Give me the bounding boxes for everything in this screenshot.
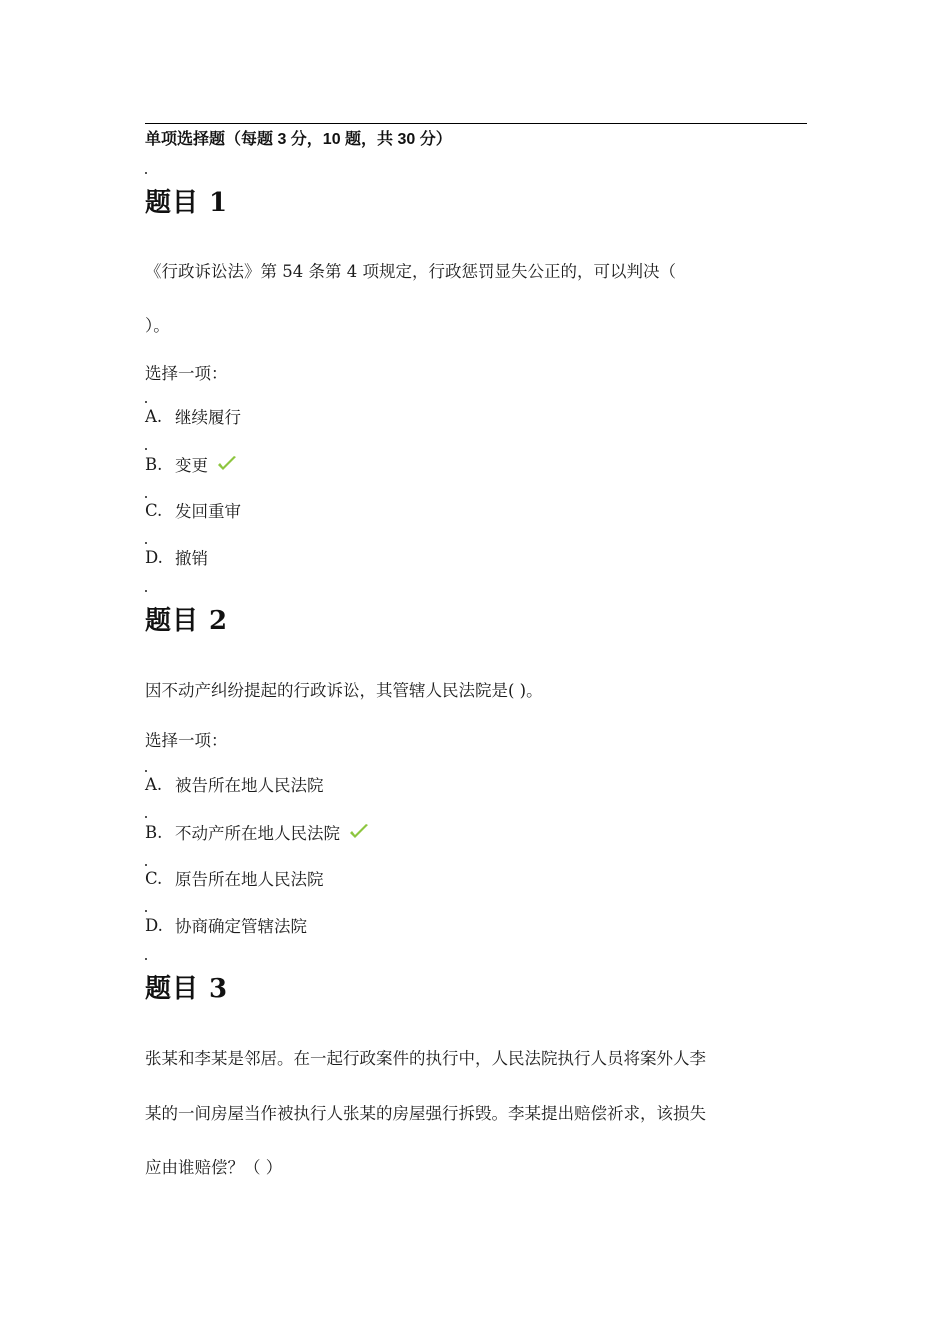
- header-rule: [145, 123, 807, 124]
- option-text: 继续履行: [175, 408, 241, 427]
- option-letter: D.: [145, 915, 163, 935]
- check-mark-icon: [348, 823, 370, 841]
- question-text-line: 因不动产纠纷提起的行政诉讼，其管辖人民法院是( )。: [145, 681, 543, 700]
- option-text: 变更: [175, 456, 208, 475]
- option-text: 原告所在地人民法院: [175, 870, 324, 889]
- bullet-dot: [145, 401, 147, 403]
- option-letter: A.: [145, 406, 163, 426]
- question-text-line: 某的一间房屋当作被执行人张某的房屋强行拆毁。李某提出赔偿祈求，该损失: [145, 1104, 706, 1123]
- bullet-dot: [145, 542, 147, 544]
- question-title: 题目 3: [145, 974, 229, 1004]
- option-letter: C.: [145, 868, 163, 888]
- option-text: 不动产所在地人民法院: [175, 824, 340, 843]
- option-letter: B.: [145, 454, 163, 474]
- question-text-line: ）。: [145, 316, 170, 335]
- option-text: 被告所在地人民法院: [175, 776, 324, 795]
- question-title: 题目 2: [145, 606, 229, 636]
- choice-prompt: 选择一项：: [145, 731, 228, 750]
- question-text-line: 应由谁赔偿？（ ）: [145, 1158, 283, 1177]
- question-title: 题目 1: [145, 188, 229, 218]
- option-text: 发回重审: [175, 502, 241, 521]
- option-letter: A.: [145, 774, 163, 794]
- option-letter: C.: [145, 500, 163, 520]
- option-letter: B.: [145, 822, 163, 842]
- question-text-line: 张某和李某是邻居。在一起行政案件的执行中，人民法院执行人员将案外人李: [145, 1049, 706, 1068]
- bullet-dot: [145, 590, 147, 592]
- section-header: 单项选择题（每题 3 分，10 题，共 30 分）: [145, 131, 452, 148]
- option-d[interactable]: [145, 913, 307, 937]
- option-c[interactable]: [145, 498, 241, 522]
- option-c[interactable]: [145, 866, 324, 890]
- choice-prompt: 选择一项：: [145, 364, 228, 383]
- bullet-dot: [145, 958, 147, 960]
- bullet-dot: [145, 816, 147, 818]
- option-letter: D.: [145, 547, 163, 567]
- option-a[interactable]: [145, 404, 241, 428]
- option-text: 协商确定管辖法院: [175, 917, 307, 936]
- option-text: 撤销: [175, 549, 208, 568]
- option-b[interactable]: [145, 452, 238, 476]
- option-a[interactable]: [145, 772, 324, 796]
- option-b[interactable]: [145, 820, 370, 844]
- option-d[interactable]: [145, 545, 208, 569]
- bullet-dot: [145, 448, 147, 450]
- check-mark-icon: [216, 455, 238, 473]
- bullet-dot: [145, 910, 147, 912]
- question-text-line: 《行政诉讼法》第 54 条第 4 项规定，行政惩罚显失公正的，可以判决（: [145, 262, 676, 281]
- bullet-dot: [145, 172, 147, 174]
